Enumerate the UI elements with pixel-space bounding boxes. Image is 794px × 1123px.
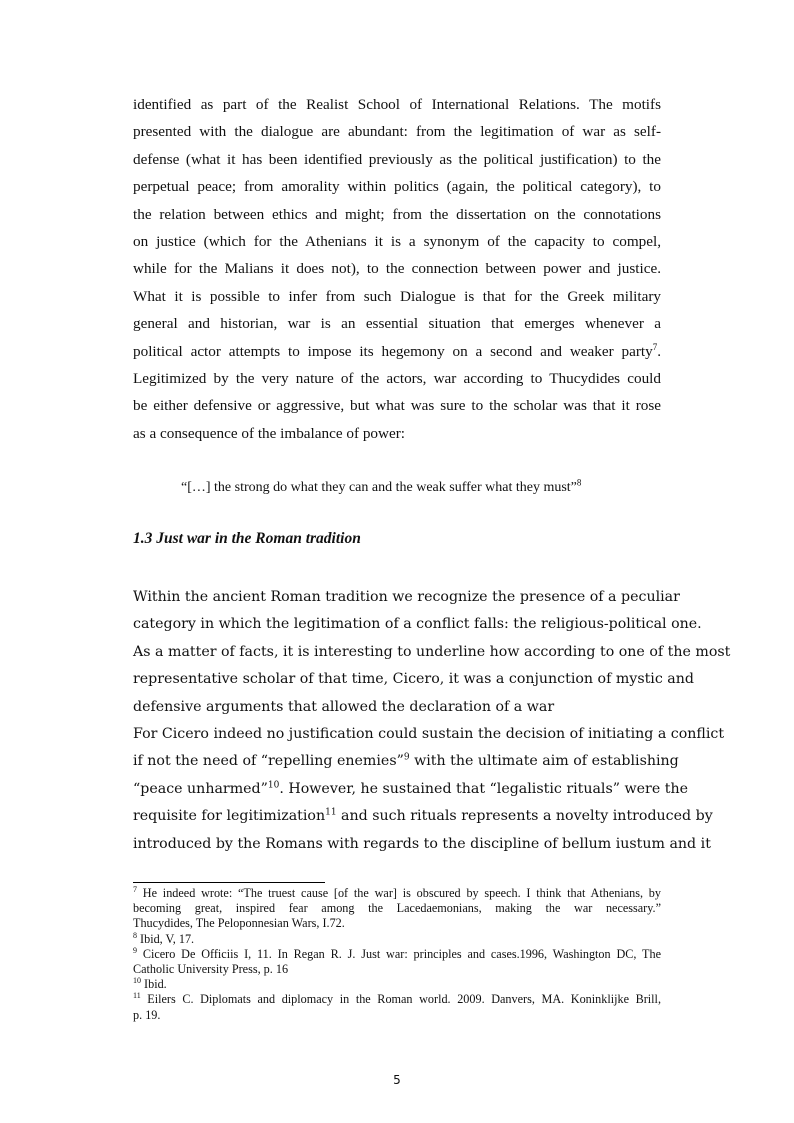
- text-run: if not the need of “repelling enemies”: [133, 753, 404, 770]
- text-line: be either defensive or aggressive, but what was sure to the scholar was that it rose: [133, 397, 661, 415]
- text-line: As a matter of facts, it is interesting to underline how according to one of the most: [133, 643, 731, 660]
- footnote-line: [133, 886, 661, 901]
- text-run: “peace unharmed”: [133, 780, 268, 797]
- footnote-line: [133, 992, 661, 1007]
- footnote-11: [133, 992, 661, 1022]
- footnote-ref-10[interactable]: 10: [267, 780, 280, 791]
- text-line-with-footnote: [133, 748, 679, 775]
- text-line: identified as part of the Realist School of International Relations. The motifs: [133, 96, 661, 113]
- text-line: Legitimized by the very nature of the actors, war according to Thucydides could: [133, 370, 661, 388]
- text-line: defense (what it has been identified previously as the political justification) to the: [133, 150, 661, 168]
- text-line: What it is possible to infer from such Dialogue is that for the Greek military: [133, 287, 661, 305]
- body-paragraph-roman: [133, 584, 731, 858]
- text-run: .: [657, 342, 661, 360]
- text-line: For Cicero indeed no justification could sustain the decision of initiating a conflict: [133, 726, 725, 743]
- text-line: defensive arguments that allowed the declaration of a war: [133, 698, 555, 715]
- footnote-8: [133, 932, 661, 947]
- text-line: Within the ancient Roman tradition we recognize the presence of a peculiar: [133, 589, 680, 605]
- footnote-number: 7: [133, 884, 137, 894]
- text-run: . However, he sustained that “legalistic rituals” were the: [279, 780, 688, 797]
- text-line: while for the Malians it does not), to the connection between power and justice.: [133, 260, 661, 278]
- text-line-with-footnote: [133, 803, 713, 830]
- text-line: category in which the legitimation of a conflict falls: the religious-political one.: [133, 616, 702, 633]
- footnote-line: Thucydides, The Peloponnesian Wars, I.72.: [133, 916, 345, 931]
- footnote-line: [133, 932, 661, 947]
- block-quote: [181, 478, 581, 498]
- footnote-ref-9[interactable]: 9: [403, 752, 410, 763]
- footnote-ref-8[interactable]: 8: [576, 477, 582, 488]
- page-number: 5: [393, 1073, 401, 1087]
- body-paragraph-thucydides: [133, 91, 661, 447]
- footnote-text: He indeed wrote: “The truest cause [of the war] is obscured by speech. I think that Athenians, by: [137, 886, 661, 900]
- quote-text: “[…] the strong do what they can and the weak suffer what they must”: [181, 480, 577, 495]
- text-line: general and historian, war is an essential situation that emerges whenever a: [133, 315, 661, 333]
- text-line: introduced by the Romans with regards to the discipline of bellum iustum and it: [133, 835, 711, 852]
- text-run: with the ultimate aim of establishing: [409, 753, 679, 770]
- text-line: as a consequence of the imbalance of power:: [133, 424, 405, 442]
- text-run: requisite for legitimization: [133, 808, 326, 825]
- section-heading: 1.3 Just war in the Roman tradition: [133, 530, 361, 547]
- text-line: the relation between ethics and might; from the dissertation on the connotations: [133, 205, 661, 223]
- footnote-line: becoming great, inspired fear among the Lacedaemonians, making the war necessary.”: [133, 901, 661, 916]
- footnotes: [133, 886, 661, 1023]
- footnote-text: Ibid, V, 17.: [137, 931, 195, 946]
- footnote-number: 9: [133, 945, 137, 955]
- footnote-number: 10: [133, 976, 141, 986]
- footnote-ref-11[interactable]: 11: [325, 807, 337, 818]
- footnote-number: 8: [133, 930, 137, 940]
- footnote-text: Cicero De Officiis I, 11. In Regan R. J. Just war: principles and cases.1996, Washington DC, The: [137, 946, 661, 961]
- footnote-text: Ibid.: [141, 977, 167, 992]
- footnote-line: p. 19.: [133, 1007, 161, 1022]
- footnote-7: [133, 886, 661, 932]
- footnote-line: [133, 977, 661, 992]
- footnote-10: [133, 977, 661, 992]
- footnote-line: [133, 947, 661, 962]
- footnote-text: Eilers C. Diplomats and diplomacy in the Roman world. 2009. Danvers, MA. Koninklijke Brill,: [140, 992, 661, 1007]
- text-run: and such rituals represents a novelty introduced by: [336, 808, 713, 825]
- footnote-separator: [133, 882, 325, 883]
- text-line-with-footnote: [133, 776, 688, 803]
- text-line: presented with the dialogue are abundant: from the legitimation of war as self-: [133, 123, 661, 141]
- footnote-line: Catholic University Press, p. 16: [133, 962, 289, 977]
- text-line: perpetual peace; from amorality within politics (again, the political category), to: [133, 178, 661, 196]
- text-line: representative scholar of that time, Cicero, it was a conjunction of mystic and: [133, 671, 694, 688]
- footnote-number: 11: [133, 991, 141, 1001]
- text-run: political actor attempts to impose its hegemony on a second and weaker party: [133, 342, 653, 360]
- footnote-ref-7[interactable]: 7: [652, 341, 658, 352]
- text-line-with-footnote: [133, 338, 661, 365]
- text-line: on justice (which for the Athenians it is a synonym of the capacity to compel,: [133, 233, 661, 251]
- footnote-9: [133, 947, 661, 977]
